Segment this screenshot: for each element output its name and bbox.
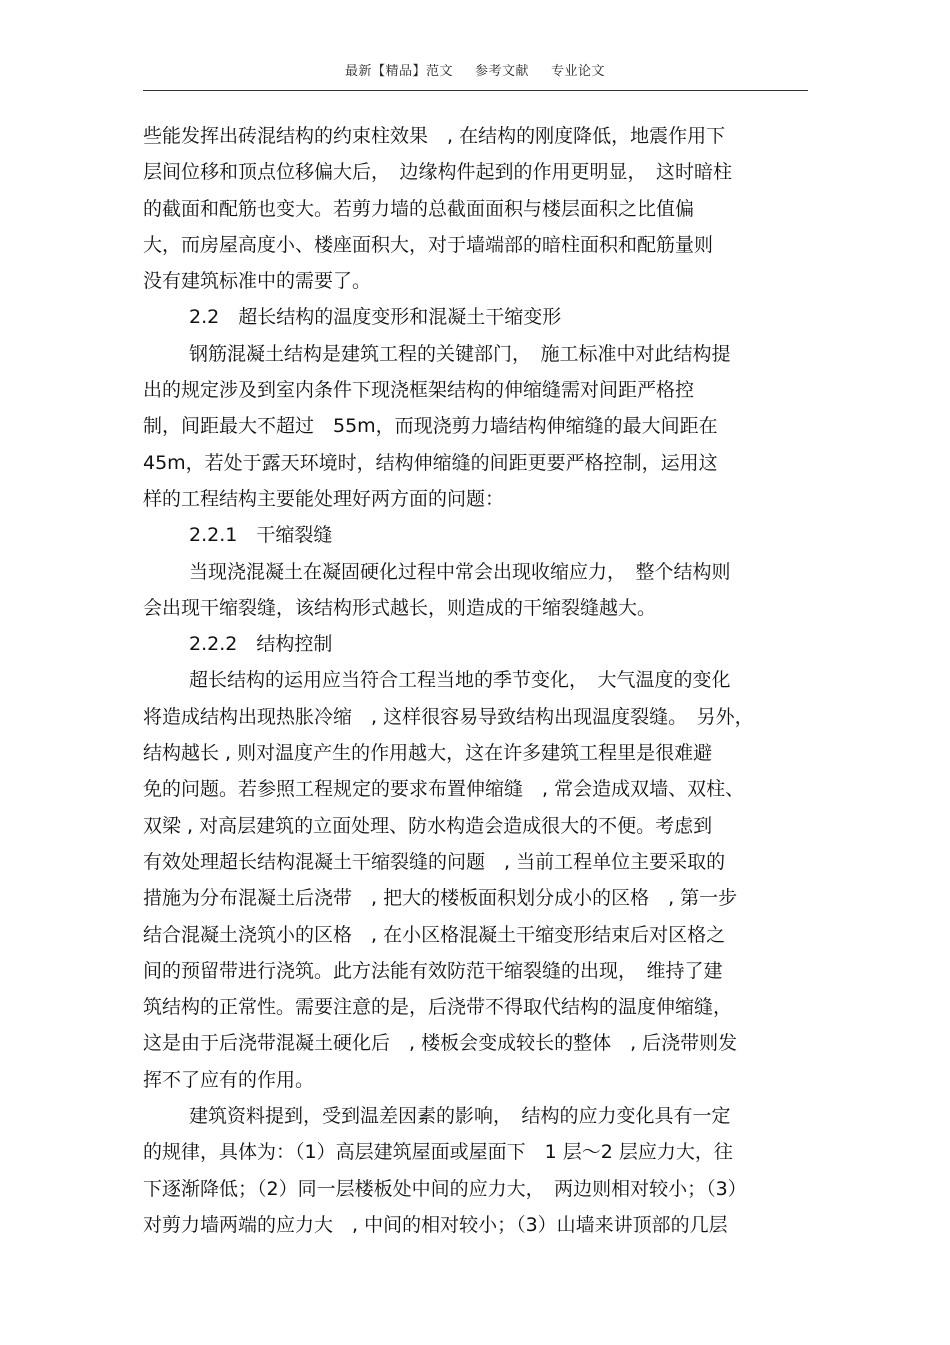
text-line: 的截面和配筋也变大。若剪力墙的总截面面积与楼层面积之比值偏 (143, 197, 695, 220)
text-line: 些能发挥出砖混结构的约束柱效果 , 在结构的刚度降低，地震作用下 (143, 125, 726, 147)
text-line: 层间位移和顶点位移偏大后， 边缘构件起到的作用更明显， 这时暗柱 (143, 161, 733, 184)
text-line: 对剪力墙两端的应力大 , 中间的相对较小；（3）山墙来讲顶部的几层 (143, 1213, 728, 1236)
header-item-references: 参考文献 (474, 64, 529, 79)
text-line: 没有建筑标准中的需要了。 (143, 270, 372, 293)
header-item-latest-essays: 最新【精品】范文 (344, 64, 453, 79)
text-line: 间的预留带进行浇筑。此方法能有效防范干缩裂缝的出现， 维持了建 (143, 959, 723, 982)
text-line: 样的工程结构主要能处理好两方面的问题： (143, 487, 505, 510)
header-item-professional-papers: 专业论文 (551, 64, 606, 79)
text-line: 免的问题。若参照工程规定的要求布置伸缩缝 , 常会造成双墙、双柱、 (143, 778, 745, 801)
text-line: 挥不了应有的作用。 (143, 1068, 315, 1091)
text-line: 制，间距最大不超过 55m，而现浇剪力墙结构伸缩缝的最大间距在 (143, 415, 718, 438)
text-line: 下逐渐降低；（2）同一层楼板处中间的应力大， 两边则相对较小；（3） (143, 1177, 747, 1200)
text-line: 双梁 , 对高层建筑的立面处理、防水构造会造成很大的不便。考虑到 (143, 814, 713, 837)
text-line: 2.2.1 干缩裂缝 (189, 524, 333, 547)
text-line: 当现浇混凝土在凝固硬化过程中常会出现收缩应力， 整个结构则 (189, 560, 731, 583)
body-text (143, 118, 808, 1243)
text-line: 将造成结构出现热胀冷缩 , 这样很容易导致结构出现温度裂缝。 另外， (143, 705, 754, 728)
text-line: 有效处理超长结构混凝土干缩裂缝的问题 , 当前工程单位主要采取的 (143, 850, 726, 873)
text-line: 大，而房屋高度小、楼座面积大，对于墙端部的暗柱面积和配筋量则 (143, 233, 714, 256)
text-line: 45m，若处于露天环境时，结构伸缩缝的间距更要严格控制，运用这 (143, 451, 718, 474)
text-line: 出的规定涉及到室内条件下现浇框架结构的伸缩缝需对间距严格控 (143, 379, 695, 402)
header-divider (143, 90, 808, 91)
text-line: 措施为分布混凝土后浇带 , 把大的楼板面积划分成小的区格 , 第一步 (143, 887, 738, 910)
text-line: 的规律，具体为：（1）高层建筑屋面或屋面下 1 层～2 层应力大，往 (143, 1141, 733, 1164)
page-header (0, 60, 950, 79)
text-line: 超长结构的运用应当符合工程当地的季节变化， 大气温度的变化 (189, 669, 731, 692)
text-line: 结合混凝土浇筑小的区格 , 在小区格混凝土干缩变形结束后对区格之 (143, 923, 726, 946)
text-line: 筑结构的正常性。需要注意的是，后浇带不得取代结构的温度伸缩缝， (143, 996, 733, 1019)
text-line: 2.2 超长结构的温度变形和混凝土干缩变形 (189, 306, 562, 329)
text-line: 这是由于后浇带混凝土硬化后 , 楼板会变成较长的整体 , 后浇带则发 (143, 1032, 738, 1055)
text-line: 建筑资料提到，受到温差因素的影响， 结构的应力变化具有一定 (189, 1105, 731, 1128)
text-line: 会出现干缩裂缝，该结构形式越长，则造成的干缩裂缝越大。 (143, 596, 657, 619)
text-line: 结构越长 , 则对温度产生的作用越大，这在许多建筑工程里是很难避 (143, 742, 713, 765)
text-line: 2.2.2 结构控制 (189, 633, 333, 656)
text-line: 钢筋混凝土结构是建筑工程的关键部门， 施工标准中对此结构提 (189, 342, 731, 365)
